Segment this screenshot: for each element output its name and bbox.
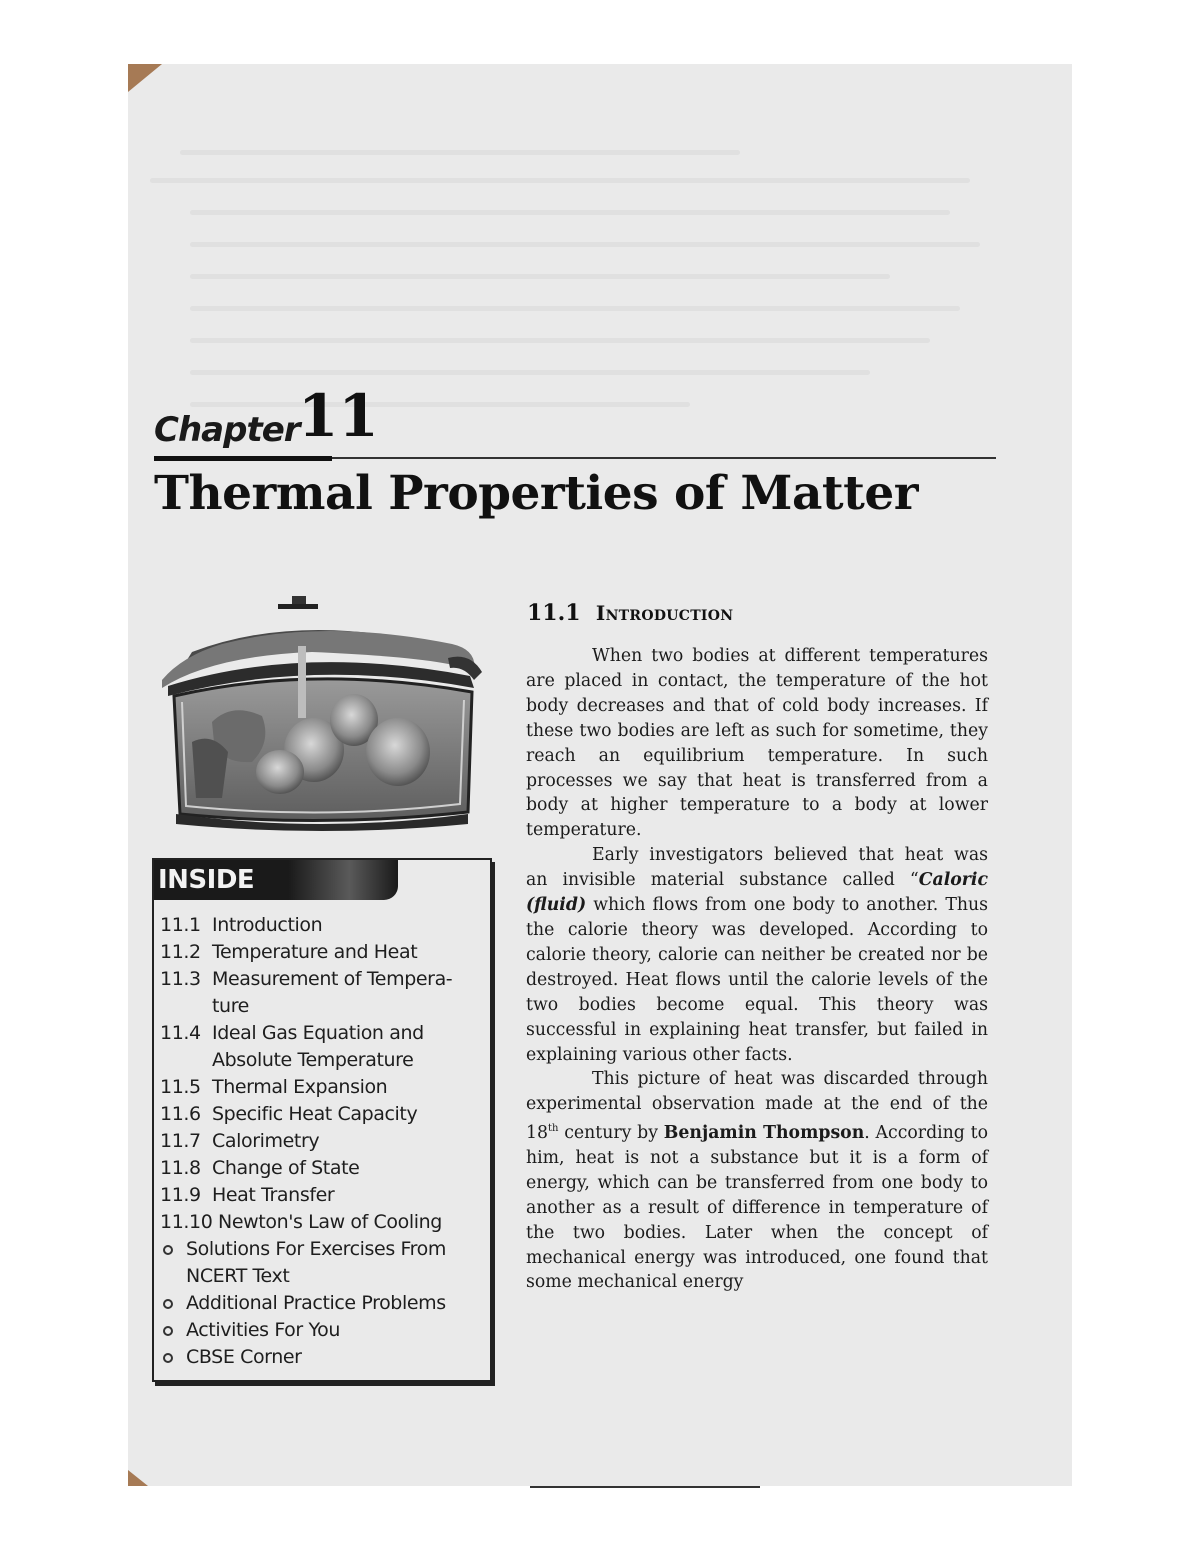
bottom-rule [530, 1486, 760, 1488]
paragraph-1: When two bodies at different temperatures are placed in contact, the temperature of the hot body decreases and that of cold body increases. If these two bodies are left as such for sometime, they reach an equilibrium temperature. In such processes we say that heat is transferred from a body at higher temperature to a body at lower temperature. [526, 646, 988, 841]
toc-item: 11.6 Specific Heat Capacity [160, 1103, 418, 1125]
inside-contents-box [152, 858, 492, 1382]
toc-item: 11.10 Newton's Law of Cooling [160, 1211, 442, 1233]
page-fold-corner [128, 64, 162, 92]
show-through-text [150, 150, 990, 430]
bullet-icon [163, 1245, 173, 1255]
toc-item: 11.8 Change of State [160, 1157, 360, 1179]
bullet-icon [163, 1299, 173, 1309]
toc-item: 11.5 Thermal Expansion [160, 1076, 388, 1098]
section-number: 11.1 [527, 600, 581, 626]
chapter-label: Chapter [154, 410, 300, 450]
paragraph-3: This picture of heat was discarded through experimental observation made at the end of the 18th century by Benjamin Thompson. According to him, heat is not a substance but it is a form of energy, which can be transferred from one body to another as a result of difference in temperature of the two bodies. Later when the concept of mechanical energy was introduced, one found that some mechanical energy [526, 1069, 988, 1293]
toc-item: 11.1 Introduction [160, 914, 323, 936]
paragraph-2: Early investigators believed that heat was an invisible material substance called “Caloric (fluid) which flows from one body to another. Thus the calorie theory was developed. According to calorie theory, calorie can neither be created nor be destroyed. Heat flows until the calorie levels of the two bodies become equal. This theory was successful in explaining heat transfer, but failed in explaining various other facts. [526, 845, 988, 1065]
toc-extra-item-continued: NCERT Text [186, 1265, 290, 1287]
bullet-icon [163, 1353, 173, 1363]
page-corner-bottom [128, 1470, 148, 1486]
toc-extra-item: Solutions For Exercises From [160, 1236, 486, 1263]
toc-item-continued: ture [212, 995, 249, 1017]
toc-item: 11.2 Temperature and Heat [160, 941, 418, 963]
thompson-name: Benjamin Thompson [663, 1122, 865, 1143]
toc-item: 11.9 Heat Transfer [160, 1184, 335, 1206]
toc-item: 11.4 Ideal Gas Equation and [160, 1022, 424, 1044]
toc-extra-item: CBSE Corner [160, 1344, 486, 1371]
chapter-title: Thermal Properties of Matter [154, 466, 918, 521]
pressure-cooker-illustration [152, 592, 488, 834]
inside-header [154, 860, 398, 900]
inside-title: INSIDE [158, 865, 255, 895]
chapter-number: 11 [298, 382, 379, 450]
section-body [526, 644, 988, 1295]
title-rule [332, 457, 996, 459]
toc-extra-item: Activities For You [160, 1317, 486, 1344]
toc-extra-item: Additional Practice Problems [160, 1290, 486, 1317]
toc-item-continued: Absolute Temperature [212, 1049, 414, 1071]
bullet-icon [163, 1326, 173, 1336]
chapter-underline [154, 456, 332, 461]
section-title: Introduction [595, 601, 734, 625]
toc-item: 11.3 Measurement of Tempera- [160, 968, 453, 990]
section-heading [527, 600, 733, 626]
toc-item: 11.7 Calorimetry [160, 1130, 320, 1152]
contents-list [160, 912, 486, 1371]
caloric-term: Caloric (fluid) [526, 870, 988, 916]
